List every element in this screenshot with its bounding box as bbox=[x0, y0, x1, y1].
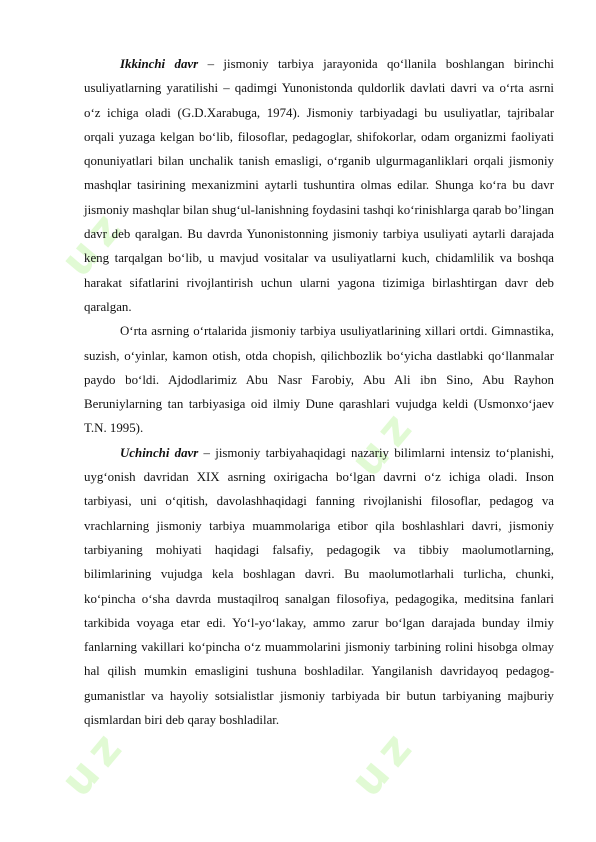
paragraph-text: O‘rta asrning o‘rtalarida jismoniy tarbiya usuliyatlarining xillari ortdi. Gimnastika, suzish, o‘yinlar, kamon otish, otda chopish, qilichbozlik bo‘yicha dastlabki qo‘llanmalar paydo bo‘ldi. Ajdodlarimiz Abu Nasr Farobiy, Abu Ali ibn Sino, Abu Rayhon Beruniylarning tan tarbiyasiga oid ilmiy Dune qarashlari vujudga keldi (Usmonxo‘jaev T.N. 1995). bbox=[84, 324, 554, 436]
watermark: uz bbox=[340, 717, 427, 807]
watermark: uz bbox=[50, 717, 137, 807]
watermark: uz bbox=[50, 197, 137, 287]
section-lead: Ikkinchi davr bbox=[120, 57, 199, 71]
section-lead: Uchinchi davr bbox=[120, 445, 199, 460]
paragraph-text: – jismoniy tarbiya jarayonida qo‘llanila boshlangan birinchi usuliyatlarning yaratilishi – qadimgi Yunonistonda quldorlik davlati davri va o‘rta asrni o‘z ichiga oladi (G.D.Xarabuga, 1974). Jismoniy tarbiyadagi bu usuliyatlar, tajribalar orqali yuzaga kelgan bo‘lib, filosoflar, pedagoglar, shifokorlar, odam organizmi faoliyati qonuniyatlari bilan unchalik tanish emasligi, o‘rganib ulgurmaganliklari orqali jismoniy mashqlar tasirining mexanizmini aytarli tushuntira olmas edilar. Shunga ko‘ra bu davr jismoniy mashqlar bilan shug‘ul-lanishning foydasini tashqi ko‘rinishlarga qarab bo’lingan davr deb qaralgan. Bu davrda Yunonistonning jismoniy tarbiya usuliyati aytarli darajada keng tarqalgan bo‘lib, u mavjud vositalar va usuliyatlarni kuch, chidamlilik va boshqa harakat sifatlarini rivojlantirish uchun ularni yagona tizimiga birlashtirgan davr deb qaralgan. bbox=[84, 57, 554, 314]
paragraph-ikkinchi-davr bbox=[84, 52, 554, 319]
document-body bbox=[84, 52, 554, 732]
paragraph-text: – jismoniy tarbiyahaqidagi nazariy bilimlarni intensiz to‘planishi, uyg‘onish davridan XIX asrning oxirigacha bo‘lgan davrni o‘z ichiga oladi. Inson tarbiyasi, uni o‘qitish, davolashhaqidagi fanning rivojlanishi filosoflar, pedagog va vrachlarning jismoniy tarbiya muammolariga etibor qila boshlashlari davri, jismoniy tarbiyaning mohiyati haqidagi falsafiy, pedagogik va tibbiy maolumotlarning, bilimlarining vujudga kela boshlagan davri. Bu maolumotlarhali turlicha, chunki, ko‘pincha o‘sha davrda mustaqilroq sanalgan filosofiya, pedagogika, meditsina fanlari tarkibida voyaga etar edi. Yo‘l-yo‘lakay, ammo zarur bo‘lgan darajada bunday ilmiy fanlarning vakillari ko‘pincha o‘z muammolarini jismoniy tarbining rolini hisobga olmay hal qilish mumkin emasligini tushuna boshladilar. Yangilanish davridayoq pedagog-gumanistlar va hayoliy sotsialistlar jismoniy tarbiyada bir butun tarbiyaning majburiy qismlardan biri deb qaray boshladilar. bbox=[84, 445, 555, 728]
paragraph-uchinchi-davr bbox=[84, 441, 554, 733]
paragraph-orta-asr bbox=[84, 319, 554, 440]
watermark: uz bbox=[340, 397, 427, 487]
